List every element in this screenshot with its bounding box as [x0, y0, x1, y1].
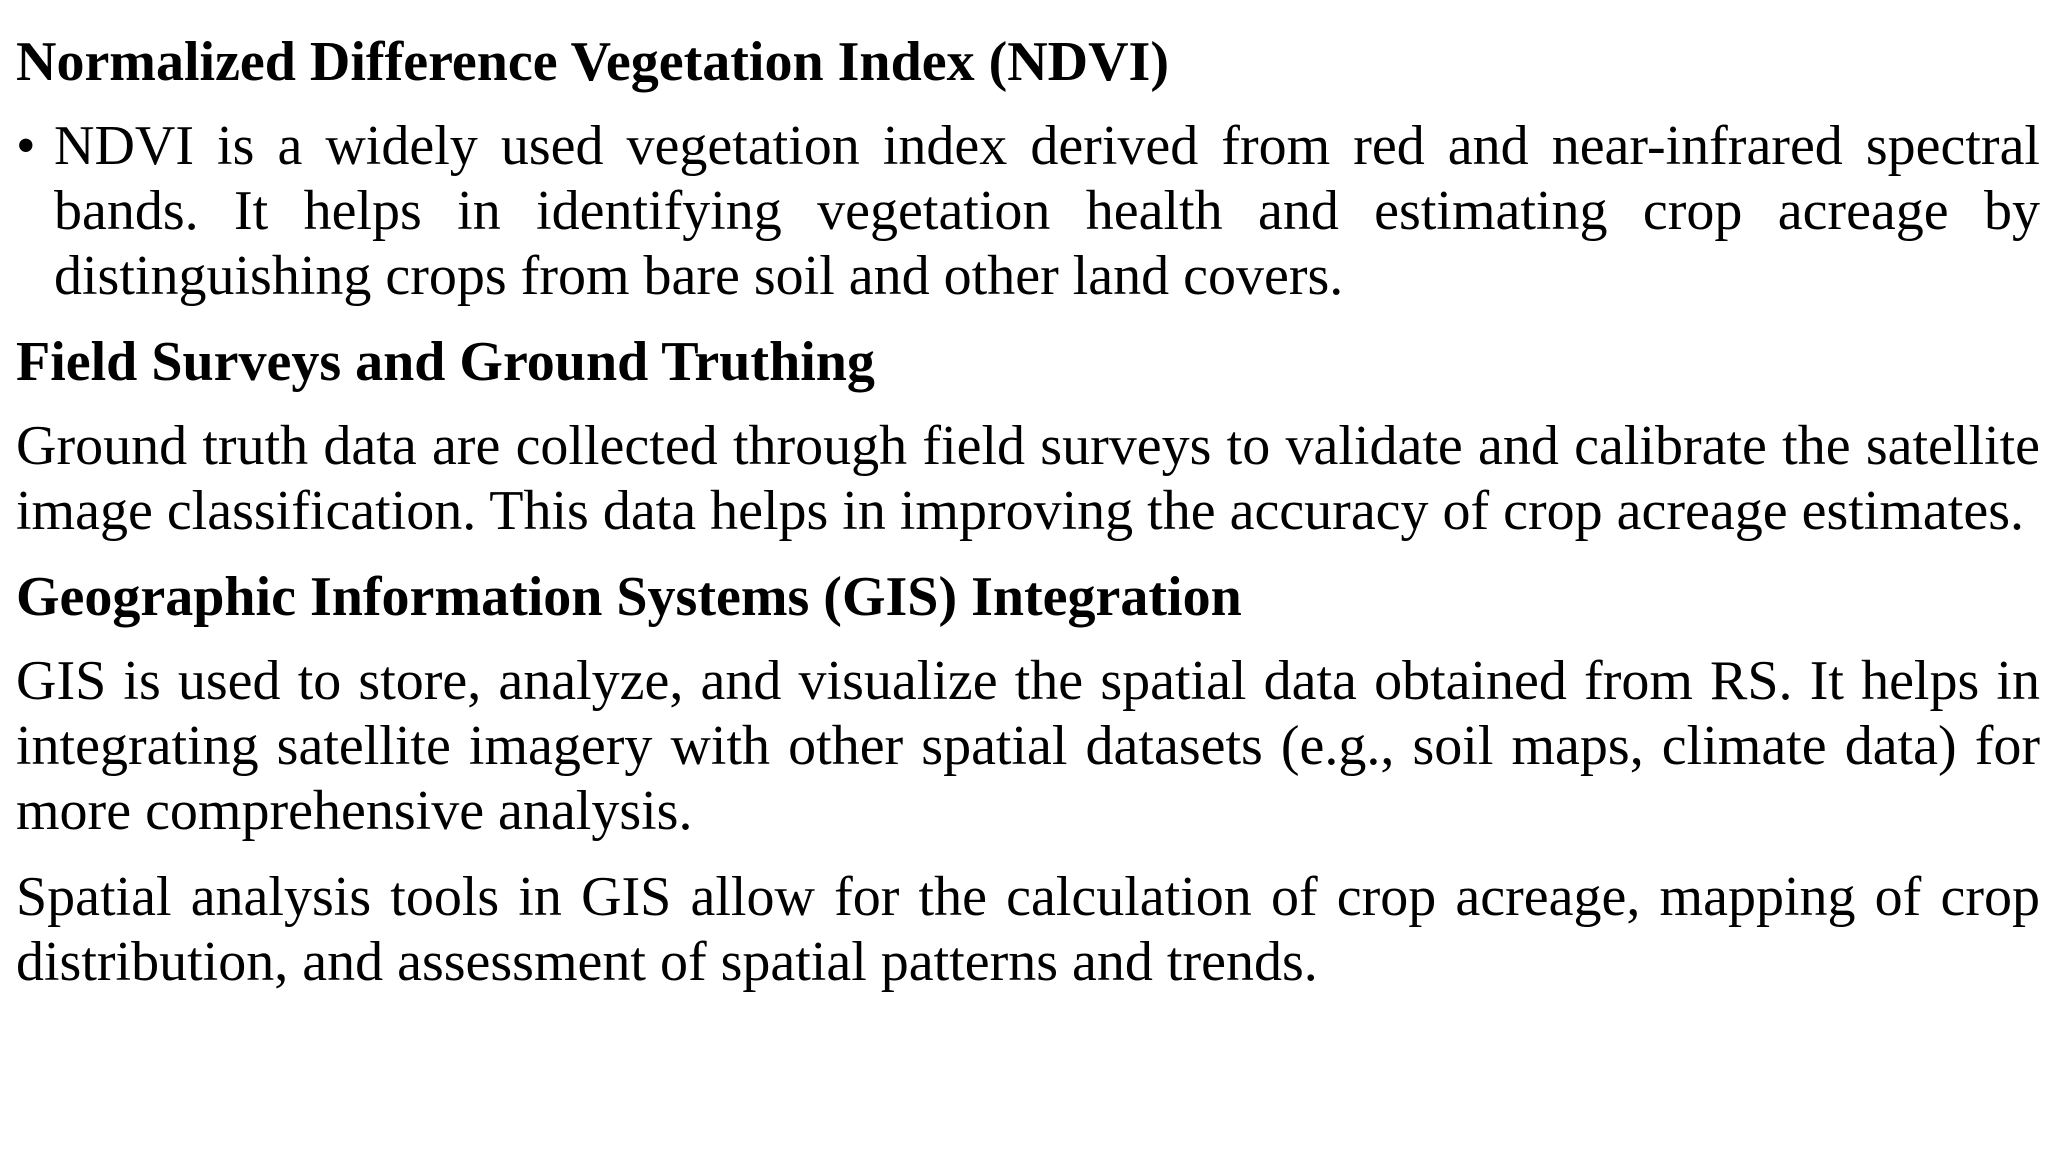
bullet-icon: •	[16, 115, 36, 177]
section-heading-gis-integration: Geographic Information Systems (GIS) Integration	[16, 566, 1242, 628]
paragraph-gis-usage: GIS is used to store, analyze, and visualize the spatial data obtained from RS. It helps in integrating satellite imagery with other spatial datasets (e.g., soil maps, climate data) for more comprehensive analysis.	[16, 650, 2040, 842]
paragraph-gis-spatial-analysis: Spatial analysis tools in GIS allow for the calculation of crop acreage, mapping of crop distribution, and assessment of spatial patterns and trends.	[16, 866, 2040, 993]
section-heading-ndvi: Normalized Difference Vegetation Index (NDVI)	[16, 31, 1169, 93]
paragraph-field-surveys: Ground truth data are collected through field surveys to validate and calibrate the satellite image classification. This data helps in improving the accuracy of crop acreage estimates.	[16, 415, 2040, 542]
bullet-item-ndvi	[16, 114, 2040, 309]
document-content	[16, 30, 2040, 995]
section-heading-field-surveys: Field Surveys and Ground Truthing	[16, 331, 875, 393]
bullet-text-ndvi: NDVI is a widely used vegetation index derived from red and near-infrared spectral bands. It helps in identifying vegetation health and estimating crop acreage by distinguishing crops from bare soil and other land covers.	[54, 115, 2040, 307]
